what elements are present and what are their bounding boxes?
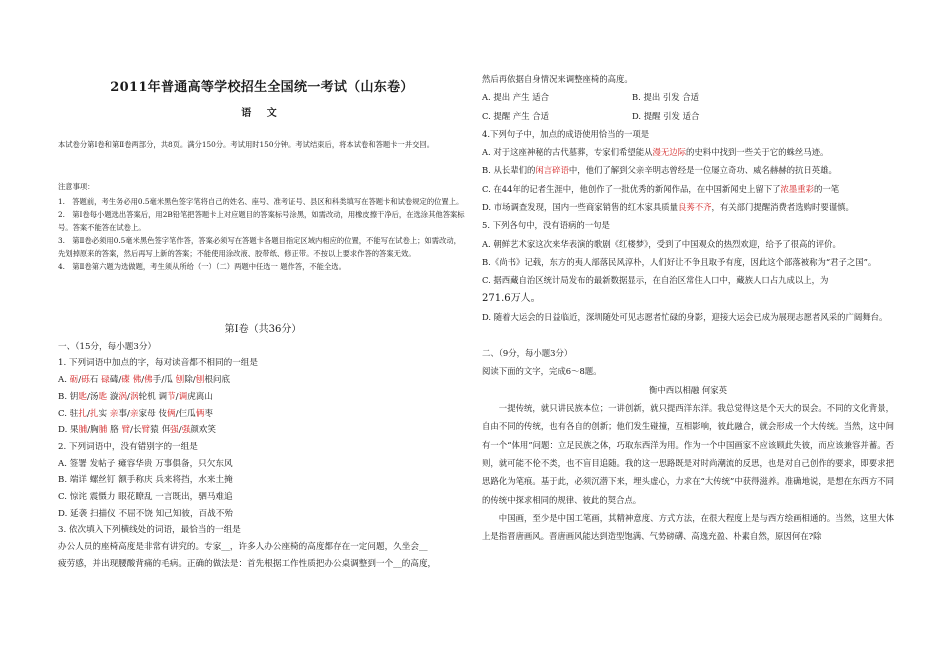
q5-option-c-cont: 271.6万人。 <box>482 292 541 304</box>
exam-intro: 本试卷分第Ⅰ卷和第Ⅱ卷两部分，共8页。满分150分。考试用时150分钟。考试结束后，将本试卷和答题卡一并交回。 <box>58 140 434 149</box>
article-paragraph: 一提传统，就只讲民族本位；一讲创新，就只提西洋东洋。我总觉得这是个天大的误会。不同的文化背景，自由不同的传统，也有各自的创新；他们发生碰撞，互相影响，彼此融合，就会形成一个大传统。当然，这中间有一个“体用”问题：立足民族之体，巧取东西洋为用。作为一个中国画家不应该顾此失彼，而应该兼容并蓄。否则，就可能不伦不类，也不盲目追随。我的这一思路既是对时尚潮流的反思，也是对自己创作的要求，即要求把思路化为笔痕。基于此，必须沉潜下来，埋头虚心，力求在“大传统”中获得滋养。准确地说，是想在东西方不同的传统中探求相同的规律、彼此的契合点。 <box>482 403 894 505</box>
q5-option-d: D. 随着大运会的日益临近，深圳随处可见志愿者忙碌的身影，迎接大运会已成为展现志愿者风采的广阔舞台。 <box>482 311 888 322</box>
q1-option-a: A. 砺/砾石 碌碡/碟 佛/佛手/瓜 刨除/刨根问底 <box>58 375 231 386</box>
q1-option-d: D. 果脯/胸脯 胳 臂/长臂猿 佴强/强颜欢笑 <box>58 425 216 436</box>
q1-option-b: B. 钥匙/汤匙 漩涡/涡轮机 调节/调虎离山 <box>58 391 213 402</box>
article-paragraph: 中国画，至少是中国工笔画，其精神意度、方式方法，在很大程度上是与西方绘画相通的。当然，这里大体上是指晋唐画风。晋唐画风能达到造型饱满、气势磅礴、高逸充盈、朴素自然，原因何在?除 <box>482 512 894 542</box>
notice-item: 2. 第Ⅰ卷每小题选出答案后，用2B铅笔把答题卡上对应题目的答案标号涂黑，如需改动，用橡皮擦干净后，在选涂其他答案标号。答案不能答在试卷上。 <box>58 210 465 232</box>
section1-heading: 一、（15分，每小题3分） <box>58 341 157 352</box>
notice-heading: 注意事项： <box>58 182 95 191</box>
q3-stem: 3. 依次填入下列横线处的词语，最恰当的一组是 <box>58 525 241 536</box>
q3-continuation: 然后再依据自身情况来调整座椅的高度。 <box>482 74 633 84</box>
q5-option-c: C. 据西藏自治区统计局发布的最新数据显示，在自治区常住人口中，藏族人口占九成以上，为 <box>482 275 829 286</box>
reading-intro: 阅读下面的文字，完成6～8题。 <box>482 366 602 377</box>
part1-block <box>58 322 468 573</box>
q3-options-row: C. 提醒 产生 合适 D. 提醒 引发 适合 <box>482 110 700 121</box>
q1-option-c: C. 驻扎/扎实 亲事/亲家母 伎俩/仨瓜俩枣 <box>58 408 213 419</box>
q2-option-b: B. 端详 螺丝钉 额手称庆 兵来将挡，水来土掩 <box>58 475 233 486</box>
notice-section <box>58 180 468 273</box>
part1-heading: 第Ⅰ卷（共36分） <box>224 324 302 335</box>
section2-heading: 二、（9分，每小题3分） <box>482 348 573 359</box>
q2-stem: 2. 下列词语中，没有错别字的一组是 <box>58 441 198 452</box>
exam-title: 2011年普通高等学校招生全国统一考试（山东卷） <box>110 80 414 95</box>
notice-item: 3. 第Ⅱ卷必须用0.5毫米黑色签字笔作答，答案必须写在答题卡各题目指定区域内相应的位置，不能写在试卷上；如需改动，先划掉原来的答案，然后再写上新的答案；不能使用涂改液、胶带纸、修正带。不按以上要求作答的答案无效。 <box>58 236 461 258</box>
q4-option-d: D. 市场调查发现，国内一些商家销售的红木家具质量良莠不齐，有关部门提醒消费者选购时要谨慎。 <box>482 202 854 213</box>
q1-stem: 1. 下列词语中加点的字，每对读音都不相同的一组是 <box>58 358 258 369</box>
q4-option-b: B. 从长辈们的闲言碎语中，他们了解到父亲辛明志曾经是一位屡立奇功、威名赫赫的抗日英雄。 <box>482 165 837 176</box>
q3-body-line: 办公人员的座椅高度是非常有讲究的。专家__，许多人办公座椅的高度都存在一定问题，久坐会__ <box>58 542 428 553</box>
q4-stem: 4.下列句子中，加点的成语使用恰当的一项是 <box>482 128 650 139</box>
q2-option-a: A. 签署 发帖子 瘫容华贵 万事俱备，只欠东风 <box>58 458 233 469</box>
q4-option-c: C. 在44年的记者生涯中，他创作了一批优秀的新闻作品，在中国新闻史上留下了浓墨重彩的一笔 <box>482 183 840 194</box>
notice-item: 4. 第Ⅱ卷第六题为选做题，考生须从所给（一）（二）两题中任选一 题作答，不能全选。 <box>58 262 346 271</box>
q3-options-row: A. 提出 产生 适合 B. 提出 引发 合适 <box>482 92 700 103</box>
q5-option-b: B.《尚书》记载，东方的夷人部落民风淳朴，人们好让不争且取予有度，因此这个部落被称为“君子之国”。 <box>482 256 877 267</box>
q2-option-d: D. 延袭 扫描仪 不屈不饶 知己知彼，百战不殆 <box>58 508 233 519</box>
q5-stem: 5. 下列各句中，没有语病的一句是 <box>482 220 610 231</box>
right-column <box>482 70 894 545</box>
article-title: 衡中西以相融 何家英 <box>648 384 728 395</box>
q5-option-a: A. 朝鲜艺术家这次来华表演的歌剧《红楼梦》，受到了中国观众的热烈欢迎，给予了很高的评价。 <box>482 238 841 249</box>
q2-option-c: C. 惊诧 震慑力 眼花瞭乱 一言既出，驷马难追 <box>58 492 233 503</box>
q4-option-a: A. 对于这座神秘的古代墓葬，专家们希望能从漫无边际的史料中找到一些关于它的蛛丝马迹。 <box>482 147 829 158</box>
subject-title: 语 文 <box>241 108 283 119</box>
notice-item: 1. 答题前，考生务必用0.5毫米黑色签字笔将自己的姓名、座号、准考证号、县区和科类填写在答题卡和试卷规定的位置上。 <box>58 197 464 206</box>
q3-body-line: 疲劳感，并出现腰酸背痛的毛病。正确的做法是：首先根据工作性质把办公桌调整到一个__的高度， <box>58 558 437 569</box>
